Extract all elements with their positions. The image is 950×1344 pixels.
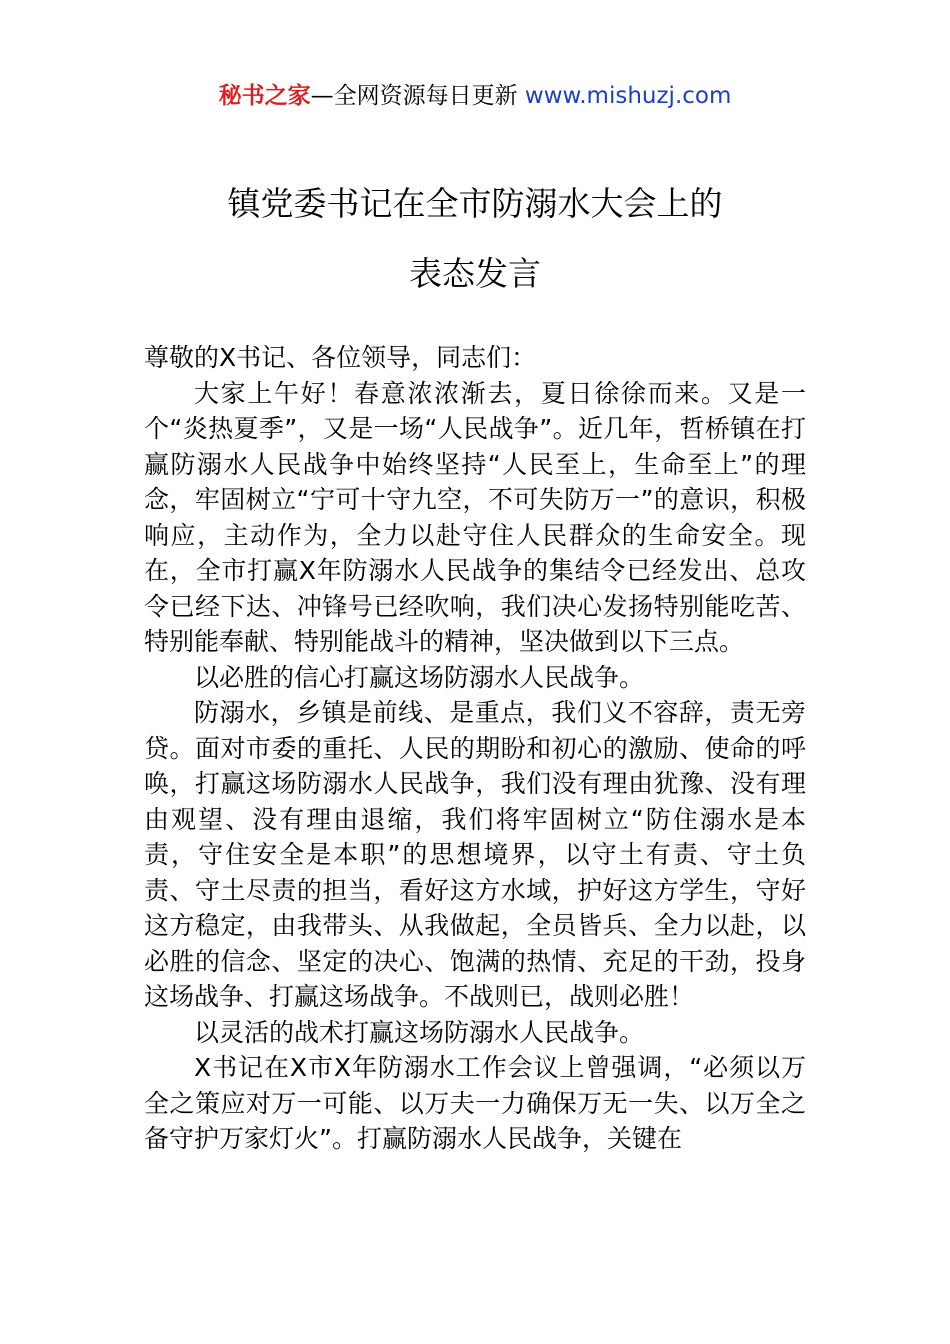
document-body — [144, 340, 806, 1157]
document-title-line-2: 表态发言 — [409, 254, 541, 293]
paragraph-section-2: X书记在X市X年防溺水工作会议上曾强调，“必须以万全之策应对万一可能、以万夫一力确保万无一失、以万全之备守护万家灯火”。打赢防溺水人民战争，关键在 — [144, 1053, 806, 1153]
section-heading-1: 以必胜的信心打赢这场防溺水人民战争。 — [194, 662, 645, 692]
section-heading-2: 以灵活的战术打赢这场防溺水人民战争。 — [194, 1017, 645, 1047]
salutation: 尊敬的X书记、各位领导，同志们： — [144, 343, 537, 372]
site-header — [0, 78, 950, 114]
site-tagline: —全网资源每日更新 — [310, 83, 525, 109]
paragraph-opening: 大家上午好！春意浓浓渐去，夏日徐徐而来。又是一个“炎热夏季”，又是一场“人民战争”。近几年，哲桥镇在打赢防溺水人民战争中始终坚持“人民至上，生命至上”的理念，牢固树立“宁可十守九空，不可失防万一”的意识，积极响应，主动作为，全力以赴守住人民群众的生命安全。现在，全市打赢X年防溺水人民战争的集结令已经发出、总攻令已经下达、冲锋号已经吹响，我们决心发扬特别能吃苦、特别能奉献、特别能战斗的精神，坚决做到以下三点。 — [144, 378, 806, 656]
paragraph-section-1: 防溺水，乡镇是前线、是重点，我们义不容辞，责无旁贷。面对市委的重托、人民的期盼和初心的激励、使命的呼唤，打赢这场防溺水人民战争，我们没有理由犹豫、没有理由观望、没有理由退缩，我们将牢固树立“防住溺水是本责，守住安全是本职”的思想境界，以守土有责、守土负责、守土尽责的担当，看好这方水域，护好这方学生，守好这方稳定，由我带头、从我做起，全员皆兵、全力以赴，以必胜的信念、坚定的决心、饱满的热情、充足的干劲，投身这场战争、打赢这场战争。不战则已，战则必胜！ — [144, 698, 806, 1011]
site-brand: 秘书之家 — [218, 83, 311, 109]
document-title-line-1: 镇党委书记在全市防溺水大会上的 — [227, 184, 723, 223]
site-url-link[interactable]: www.mishuzj.com — [524, 83, 732, 109]
